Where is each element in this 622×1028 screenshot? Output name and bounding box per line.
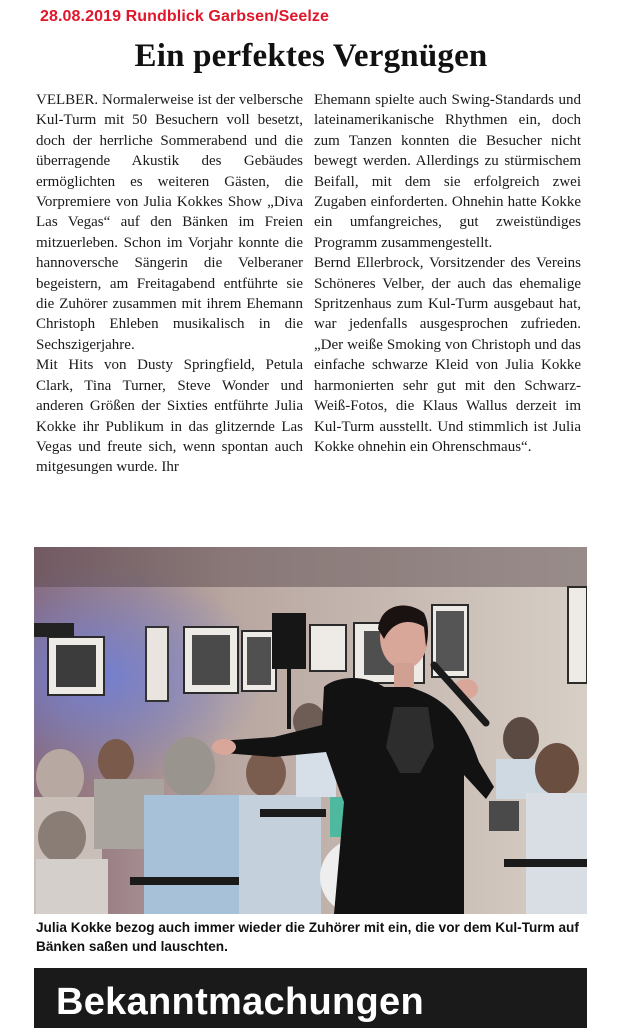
- paragraph: VELBER. Normalerweise ist der velbersche Kul-Turm mit 50 Besuchern voll besetzt, doch der herrliche Sommerabend und die überragende Akustik des Gebäudes ermöglichten es weiteren Gästen, die Vorpremiere von Julia Kokkes Show „Diva Las Vegas“ auf den Bänken im Freien mitzuerleben. Schon im Vorjahr konnte die hannoversche Sängerin die Velberaner begeistern, am Freitagabend entführte sie die Zuhörer zusammen mit ihrem Ehemann Christoph Ehleben musikalisch in die Sechszigerjahre.: [36, 92, 303, 353]
- source-date-line: 28.08.2019 Rundblick Garbsen/Seelze: [40, 8, 329, 25]
- section-title: Bekanntmachungen: [56, 981, 424, 1023]
- section-header-bar: [34, 968, 587, 1028]
- paragraph: Bernd Ellerbrock, Vorsitzender des Vereins Schöneres Velber, der auch das ehemalige Spritzenhaus zum Kul-Turm ausgebaut hat, war jedenfalls ausgesprochen zufrieden. „Der weiße Smoking von Christoph und das einfache schwarze Kleid von Julia Kokke harmonierten sehr gut mit den Schwarz-Weiß-Fotos, die Klaus Wallus derzeit im Kul-Turm ausstellt. Und stimmlich ist Julia Kokke ohnehin ein Ohrenschmaus“.: [314, 255, 581, 455]
- spotlight-icon: [34, 623, 74, 637]
- paragraph: Ehemann spielte auch Swing-Standards und lateinamerikanische Rhythmen ein, doch zum Tanzen konnten die Besucher nicht bewegt werden. Allerdings zu stürmischem Beifall, mit dem sie erfolgreich zwei Zugaben einforderten. Ohnehin hatte Kokke ein umfangreiches, gut zweistündiges Programm zusammengestellt.: [314, 92, 581, 251]
- article-headline: Ein perfektes Vergnügen: [134, 38, 488, 74]
- speaker-icon: [272, 613, 306, 669]
- article-photo: [34, 547, 587, 914]
- photo-caption: Julia Kokke bezog auch immer wieder die Zuhörer mit ein, die vor dem Kul-Turm auf Bänken saßen und lauschten.: [36, 920, 579, 954]
- article-column-left: [36, 90, 303, 478]
- article-column-right: [314, 90, 581, 457]
- concert-photo-illustration: [34, 547, 587, 914]
- paragraph: Mit Hits von Dusty Springfield, Petula Clark, Tina Turner, Steve Wonder und anderen Größen der Sixties entführte Julia Kokke ihr Publikum in das glitzernde Las Vegas und freute sich, wenn spontan auch mitgesungen wurde. Ihr: [36, 357, 303, 476]
